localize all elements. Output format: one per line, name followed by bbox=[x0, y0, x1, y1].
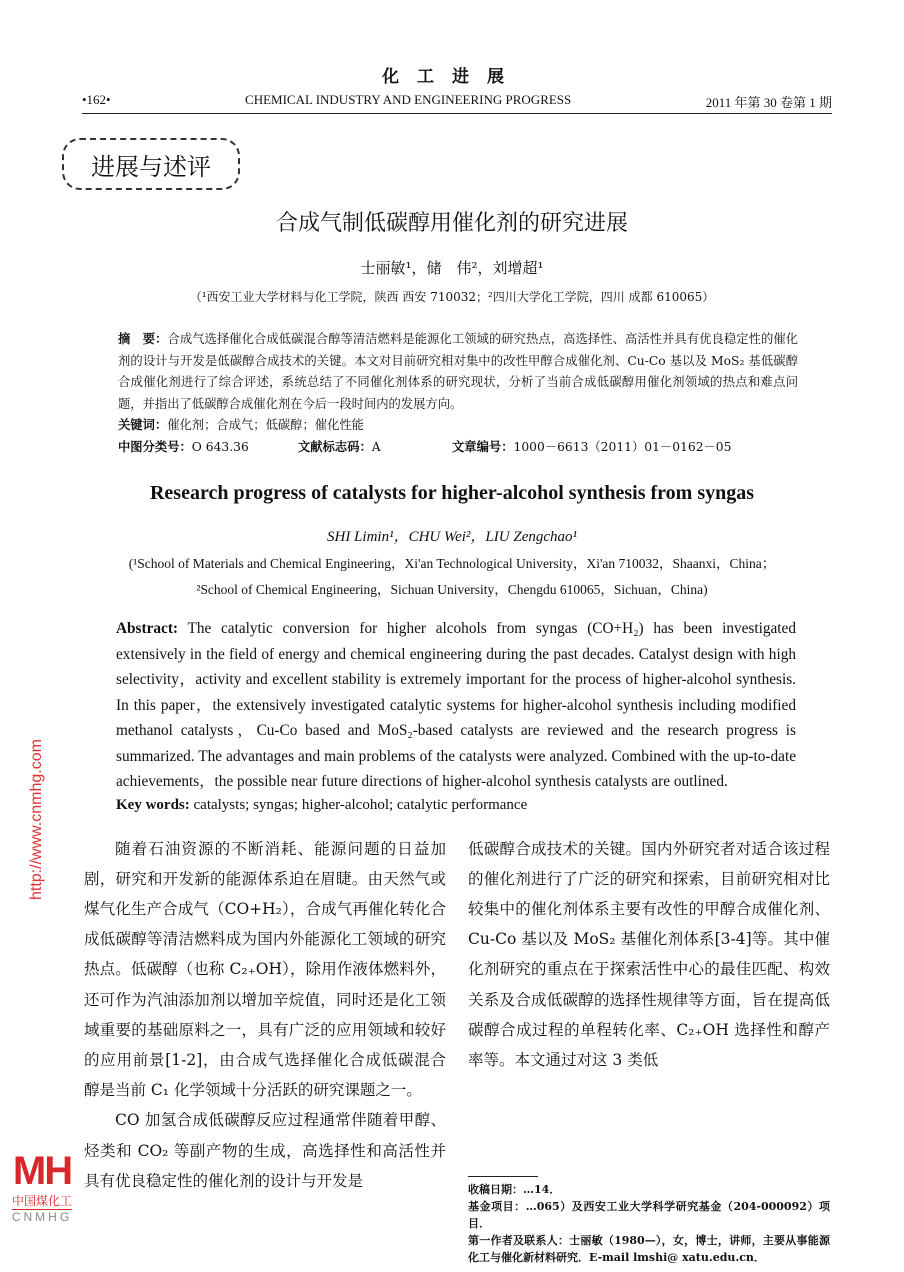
abstract-label-en: Abstract: bbox=[116, 620, 179, 637]
abstract-label-cn: 摘 要： bbox=[118, 332, 168, 346]
body-right-column bbox=[468, 834, 830, 1267]
article-content bbox=[0, 206, 904, 1266]
keywords-label-cn: 关键词： bbox=[118, 418, 168, 432]
affiliation-en-1: (¹School of Materials and Chemical Engineering，Xi'an Technological University，Xi'an 710032，Shaanxi，China； bbox=[128, 556, 776, 571]
footnote bbox=[468, 1181, 830, 1266]
abstract-cn bbox=[118, 329, 798, 415]
body-paragraph: CO 加氢合成低碳醇反应过程通常伴随着甲醇、烃类和 CO₂ 等副产物的生成，高选择性和高活性并具有优良稳定性的催化剂的设计与开发是 bbox=[84, 1111, 446, 1190]
keywords-text-cn: 催化剂；合成气；低碳醇；催化性能 bbox=[167, 418, 364, 432]
keywords-text-en: catalysts; syngas; higher-alcohol; catalytic performance bbox=[193, 796, 528, 813]
doc-code-label: 文献标志码： bbox=[298, 439, 372, 454]
article-no-value: 1000－6613（2011）01－0162－05 bbox=[513, 439, 732, 454]
keywords-cn bbox=[118, 415, 798, 437]
section-badge: 进展与述评 bbox=[62, 138, 240, 190]
doc-code-value: A bbox=[371, 439, 381, 454]
authors-cn: 士丽敏¹，储 伟²，刘增超¹ bbox=[360, 259, 544, 277]
footnote-fund: 基金项目：…065）及西安工业大学科学研究基金（204-000092）项目． bbox=[468, 1200, 830, 1230]
footnote-rule bbox=[468, 1176, 538, 1177]
page-number: •162• bbox=[82, 92, 111, 107]
footnote-received: 收稿日期：…14． bbox=[468, 1183, 561, 1196]
article-no-label: 文章编号： bbox=[452, 439, 514, 454]
issue-info: 2011 年第 30 卷第 1 期 bbox=[705, 95, 832, 110]
abstract-text-en: The catalytic conversion for higher alcohols from syngas (CO+H₂) has been investigated extensively in the field of energy and chemical engineering during the past decades. Catalyst design with high selectivity，activity and excellent stability is extremely important for the process of higher-alcohol synthesis. In this paper，the extensively investigated catalytic systems for higher-alcohol synthesis including modified methanol catalysts，Cu-Co based and MoS₂-based catalysts are reviewed and the research progress is summarized. The advantages and main problems of the catalysts were analyzed. Combined with the up-to-date achievements，the possible near future directions of higher-alcohol synthesis catalysts are outlined. bbox=[116, 620, 796, 790]
body-left-column bbox=[84, 834, 446, 1267]
cnmhg-logo bbox=[4, 1150, 80, 1224]
body-paragraph: 低碳醇合成技术的关键。国内外研究者对适合该过程的催化剂进行了广泛的研究和探索，目前研究相对比较集中的催化剂体系主要有改性的甲醇合成催化剂、Cu-Co 基以及 MoS₂ 基催化剂体系[3-4]等。其中催化剂研究的重点在于探索活性中心的最佳匹配、构效关系及合成低碳醇的选择性规律等方面，旨在提高低碳醇合成过程的单程转化率、C₂₊OH 选择性和醇产率等。本文通过对这 3 类低 bbox=[468, 839, 830, 1069]
clc-label: 中图分类号： bbox=[118, 439, 192, 454]
footnote-area bbox=[468, 1170, 830, 1266]
classification-row bbox=[118, 437, 798, 459]
affiliation-cn: （¹西安工业大学材料与化工学院，陕西 西安 710032；²四川大学化工学院，四川 成都 610065） bbox=[189, 290, 715, 304]
logo-text-en: CNMHG bbox=[11, 1210, 73, 1224]
header-rule bbox=[82, 113, 832, 114]
logo-mark: MH bbox=[12, 1149, 72, 1193]
logo-text-cn: 中国煤化工 bbox=[11, 1194, 72, 1208]
footnote-author: 第一作者及联系人：士丽敏（1980—），女，博士，讲师，主要从事能源化工与催化新材料研究．E-mail lmshi@ xatu.edu.cn． bbox=[468, 1234, 830, 1264]
authors-en: SHI Limin¹，CHU Wei²，LIU Zengchao¹ bbox=[326, 529, 578, 545]
affiliation-en-2: ²School of Chemical Engineering，Sichuan University，Chengdu 610065，Sichuan，China) bbox=[196, 582, 708, 597]
abstract-en bbox=[116, 616, 796, 795]
keywords-label-en: Key words: bbox=[116, 796, 190, 813]
journal-title-en: CHEMICAL INDUSTRY AND ENGINEERING PROGRESS bbox=[245, 92, 572, 107]
clc-value: O 643.36 bbox=[191, 439, 249, 454]
watermark-url: http://www.cnmhg.com bbox=[28, 739, 45, 900]
abstract-text-cn: 合成气选择催化合成低碳混合醇等清洁燃料是能源化工领域的研究热点，高选择性、高活性并具有优良稳定性的催化剂的设计与开发是低碳醇合成技术的关键。本文对目前研究相对集中的改性甲醇合成催化剂、Cu-Co 基以及 MoS₂ 基低碳醇合成催化剂进行了综合评述，系统总结了不同催化剂体系的研究现状，分析了当前合成低碳醇用催化剂领域的热点和难点问题，并指出了低碳醇合成催化剂在今后一段时间内的发展方向。 bbox=[118, 332, 798, 411]
abstract-block-cn bbox=[118, 329, 798, 458]
paper-title-cn: 合成气制低碳醇用催化剂的研究进展 bbox=[275, 211, 628, 236]
keywords-en bbox=[116, 797, 904, 814]
body-columns bbox=[84, 834, 830, 1267]
paper-title-en: Research progress of catalysts for higher-alcohol synthesis from syngas bbox=[149, 482, 755, 504]
body-paragraph: 随着石油资源的不断消耗、能源问题的日益加剧，研究和开发新的能源体系迫在眉睫。由天然气或煤气化生产合成气（CO+H₂），合成气再催化转化合成低碳醇等清洁燃料成为国内外能源化工领域的研究热点。低碳醇（也称 C₂₊OH），除用作液体燃料外，还可作为汽油添加剂以增加辛烷值，同时还是化工领域重要的基础原料之一，具有广泛的应用领域和较好的应用前景[1-2]，由合成气选择催化合成低碳混合醇是当前 C₁ 化学领域十分活跃的研究课题之一。 bbox=[84, 839, 446, 1100]
journal-title-cn: 化工进展 bbox=[382, 67, 522, 87]
running-header bbox=[82, 92, 832, 111]
